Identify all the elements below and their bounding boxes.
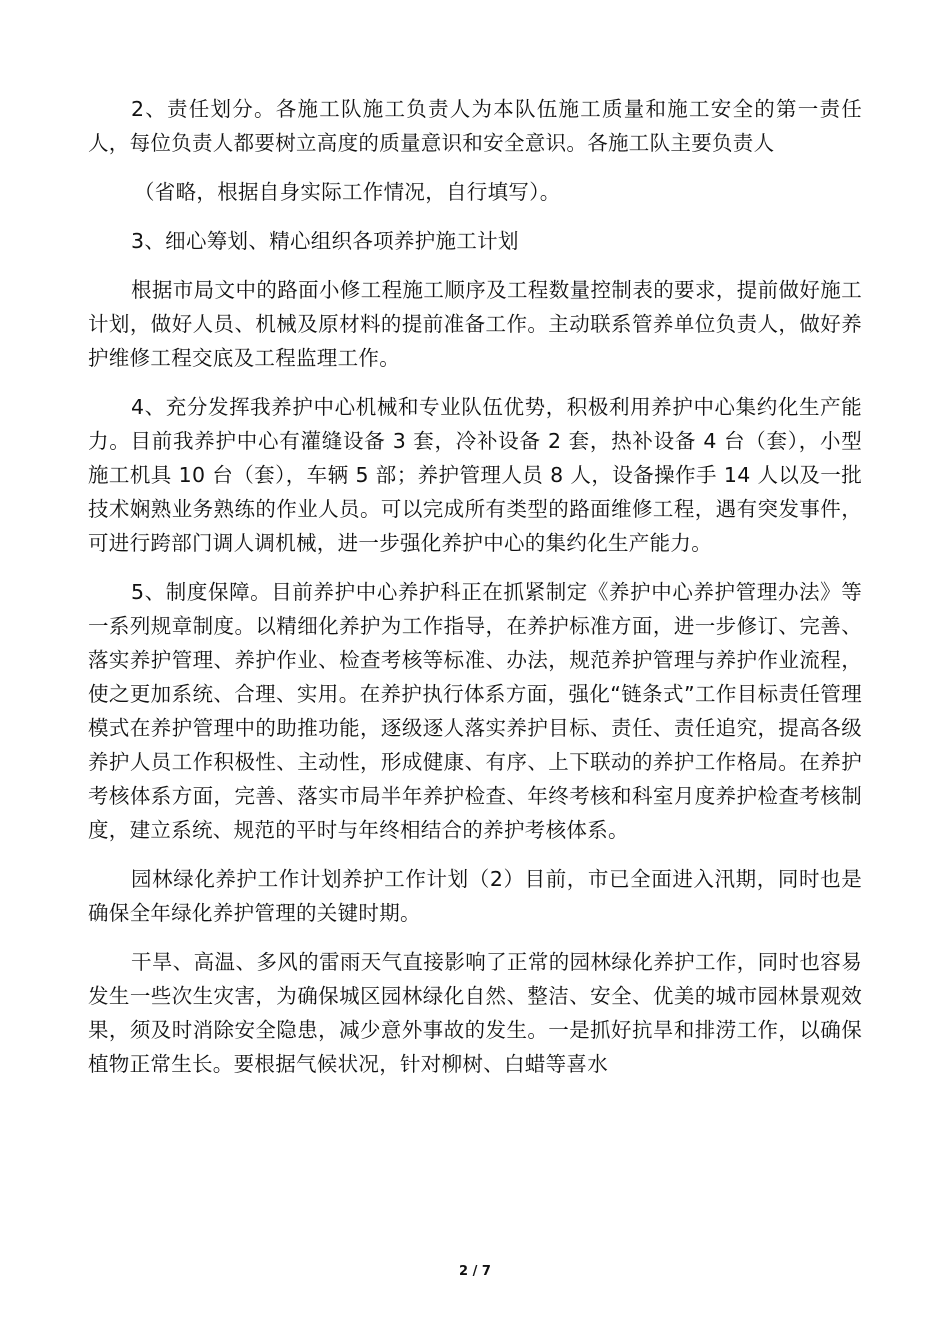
paragraph-landscape-plan: 园林绿化养护工作计划养护工作计划（2）目前，市已全面进入汛期，同时也是确保全年绿化养护管理的关键时期。 [88, 867, 862, 925]
paragraph-heading-planning: 3、细心筹划、精心组织各项养护施工计划 [131, 229, 519, 253]
paragraph-weather-impact: 干旱、高温、多风的雷雨天气直接影响了正常的园林绿化养护工作，同时也容易发生一些次生灾害，为确保城区园林绿化自然、整洁、安全、优美的城市园林景观效果，须及时消除安全隐患，减少意外事故的发生。一是抓好抗旱和排涝工作，以确保植物正常生长。要根据气候状况，针对柳树、白蜡等喜水 [88, 950, 862, 1076]
paragraph-planning: 根据市局文中的路面小修工程施工顺序及工程数量控制表的要求，提前做好施工计划，做好人员、机械及原材料的提前准备工作。主动联系管养单位负责人，做好养护维修工程交底及工程监理工作。 [88, 278, 862, 370]
paragraph-system-guarantee: 5、制度保障。目前养护中心养护科正在抓紧制定《养护中心养护管理办法》等一系列规章制度。以精细化养护为工作指导，在养护标准方面，进一步修订、完善、落实养护管理、养护作业、检查考核等标准、办法，规范养护管理与养护作业流程，使之更加系统、合理、实用。在养护执行体系方面，强化“链条式”工作目标责任管理模式在养护管理中的助推功能，逐级逐人落实养护目标、责任、责任追究，提高各级养护人员工作积极性、主动性，形成健康、有序、上下联动的养护工作格局。在养护考核体系方面，完善、落实市局半年养护检查、年终考核和科室月度养护检查考核制度，建立系统、规范的平时与年终相结合的养护考核体系。 [88, 580, 862, 842]
page-number: 2 / 7 [459, 1264, 491, 1279]
document-body [88, 92, 862, 1096]
paragraph-omitted-note: （省略，根据自身实际工作情况，自行填写）。 [134, 180, 561, 204]
paragraph-capacity: 4、充分发挥我养护中心机械和专业队伍优势，积极利用养护中心集约化生产能力。目前我养护中心有灌缝设备 3 套，冷补设备 2 套，热补设备 4 台（套），小型施工机具 10 台（套），车辆 5 部；养护管理人员 8 人，设备操作手 14 人以及一批技术娴熟业务熟练的作业人员。可以完成所有类型的路面维修工程，遇有突发事件，可进行跨部门调人调机械，进一步强化养护中心的集约化生产能力。 [88, 395, 862, 555]
paragraph-responsibility: 2、责任划分。各施工队施工负责人为本队伍施工质量和施工安全的第一责任人，每位负责人都要树立高度的质量意识和安全意识。各施工队主要负责人 [88, 97, 862, 155]
